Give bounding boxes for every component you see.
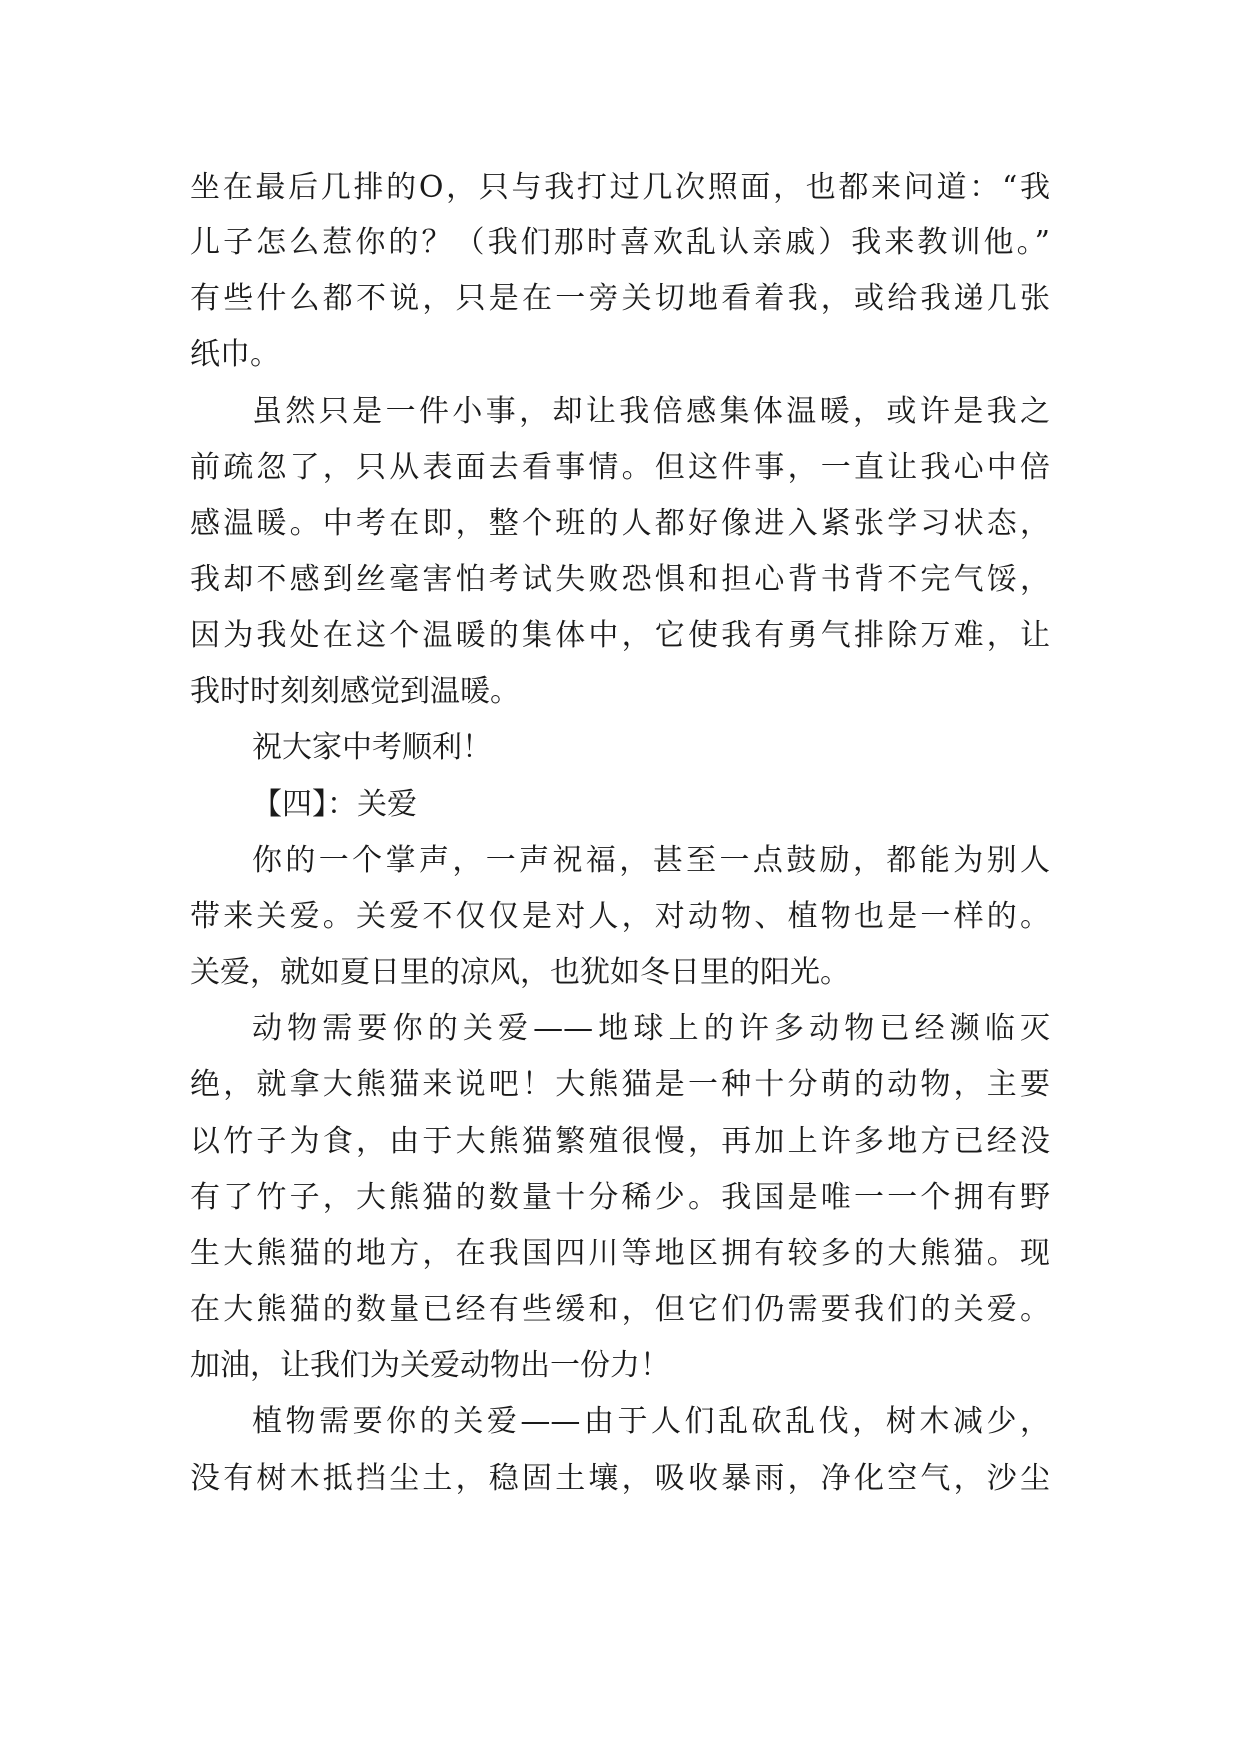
- text-line: 我时时刻刻感觉到温暖。: [190, 674, 520, 709]
- text-line: 纸巾。: [190, 337, 280, 372]
- text-line: 在大熊猫的数量已经有些缓和，但它们仍需要我们的关爱。: [190, 1292, 1050, 1327]
- text-line: 生大熊猫的地方，在我国四川等地区拥有较多的大熊猫。现: [190, 1236, 1050, 1271]
- text-line: 没有树木抵挡尘土，稳固土壤，吸收暴雨，净化空气，沙尘: [190, 1461, 1050, 1496]
- text-line: 我却不感到丝毫害怕考试失败恐惧和担心背书背不完气馁，: [190, 562, 1050, 597]
- text-line: 虽然只是一件小事，却让我倍感集体温暖，或许是我之: [252, 394, 1050, 429]
- text-line: 有些什么都不说，只是在一旁关切地看着我，或给我递几张: [190, 281, 1050, 316]
- section-heading: 【四】：关爱: [252, 787, 417, 822]
- text-line: 以竹子为食，由于大熊猫繁殖很慢，再加上许多地方已经没: [190, 1124, 1050, 1159]
- text-line: 加油，让我们为关爱动物出一份力！: [190, 1348, 670, 1383]
- text-line: 感温暖。中考在即，整个班的人都好像进入紧张学习状态，: [190, 506, 1050, 541]
- text-line: 植物需要你的关爱——由于人们乱砍乱伐，树木减少，: [252, 1404, 1050, 1439]
- text-line: 坐在最后几排的O，只与我打过几次照面，也都来问道：“我: [190, 170, 1050, 205]
- text-line: 儿子怎么惹你的？（我们那时喜欢乱认亲戚）我来教训他。”: [190, 225, 1050, 260]
- text-line: 动物需要你的关爱——地球上的许多动物已经濒临灭: [252, 1011, 1050, 1046]
- text-line: 绝，就拿大熊猫来说吧！大熊猫是一种十分萌的动物，主要: [190, 1067, 1050, 1102]
- text-line: 因为我处在这个温暖的集体中，它使我有勇气排除万难，让: [190, 618, 1050, 653]
- text-line: 带来关爱。关爱不仅仅是对人，对动物、植物也是一样的。: [190, 899, 1050, 934]
- text-line: 有了竹子，大熊猫的数量十分稀少。我国是唯一一个拥有野: [190, 1180, 1050, 1215]
- text-line: 关爱，就如夏日里的凉风，也犹如冬日里的阳光。: [190, 955, 850, 990]
- text-line: 前疏忽了，只从表面去看事情。但这件事，一直让我心中倍: [190, 450, 1050, 485]
- text-line: 你的一个掌声，一声祝福，甚至一点鼓励，都能为别人: [252, 843, 1050, 878]
- text-line: 祝大家中考顺利！: [252, 730, 492, 765]
